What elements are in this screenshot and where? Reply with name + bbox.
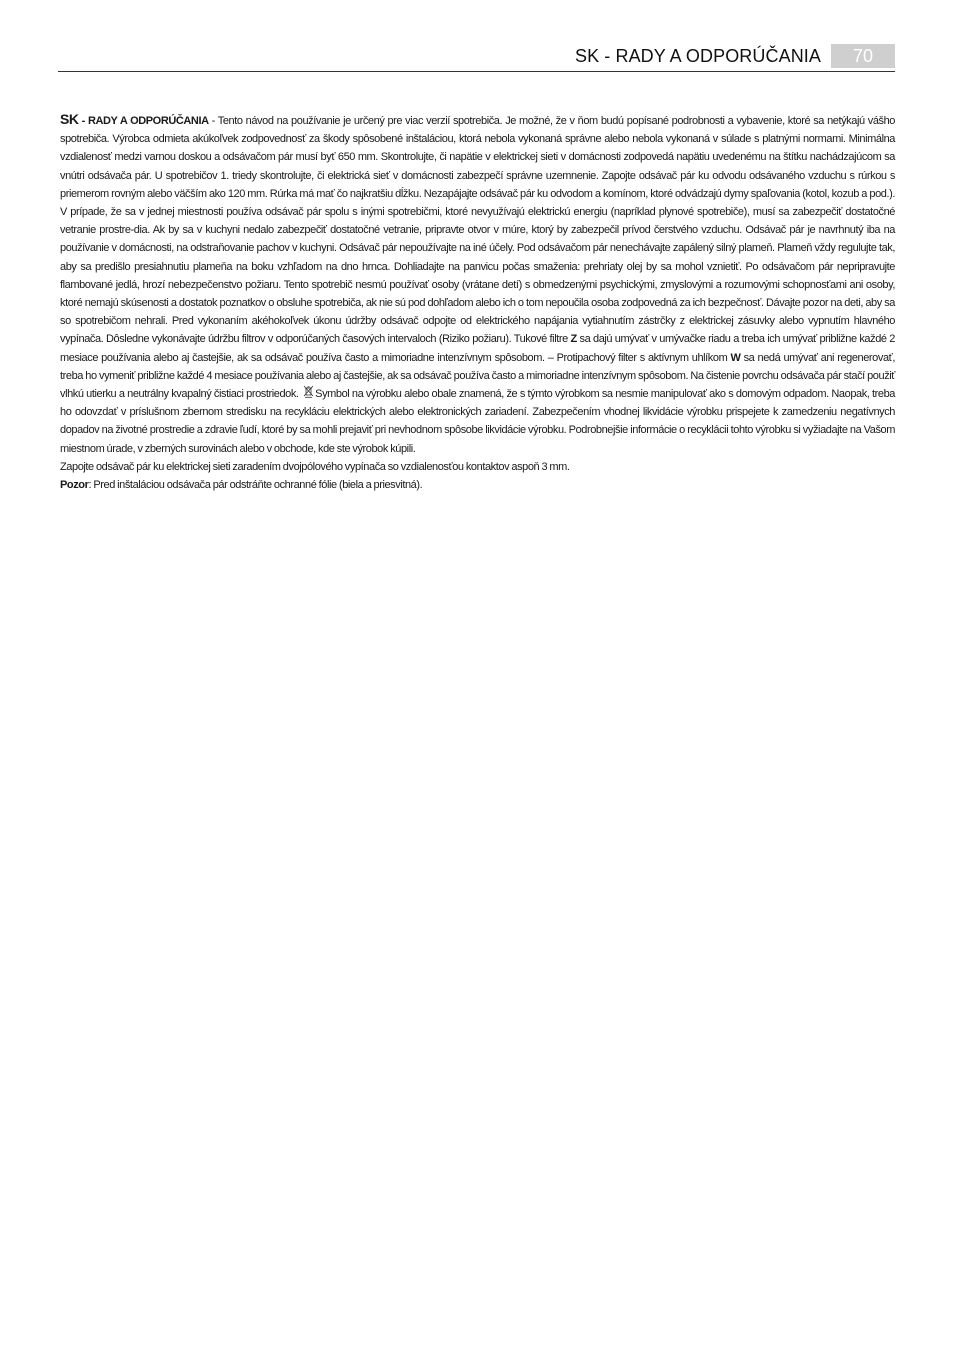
text-part-c: sa nedá umývať ani regenerovať, treba ho vymeniť približne každé 4 mesiace používania alebo aj častejšie, ak sa odsávač používa často a mimoriadne intenzívnym spôsobom. Na čistenie povrchu odsávača pár stačí použiť vlhkú utierku a neutrálny kvapalný čistiaci prostriedok. — [60, 351, 895, 401]
text-part-a: - Tento návod na používanie je určený pre viac verzií spotrebiča. Je možné, že v ňom budú popísané podrobnosti a vybavenie, ktoré sa netýkajú vášho spotrebiča. Výrobca odmieta akúkoľvek zodpovednosť za škody spôsobené inštaláciou, ktorá nebola vykonaná správne alebo nebola vykonaná v súlade s platnými normami. Minimálna vzdialenosť medzi varnou doskou a odsávačom pár musí byť 650 mm. Skontrolujte, či napätie v elektrickej sieti v domácnosti zodpovedá napätiu uvedenému na štítku nachádzajúcom sa vnútri odsávača pár. U spotrebičov 1. triedy skontrolujte, či elektrická sieť v domácnosti zabezpečí správne uzemnenie. Zapojte odsávač pár ku odvodu odsávaného vzduchu s rúrkou s priemerom rovným alebo väčším ako 120 mm. Rúrka má mať čo najkratšiu dĺžku. Nezapájajte odsávač pár ku odvodom a komínom, ktoré odvádzajú dymy spaľovania (kotol, kozub a pod.). V prípade, že sa v jednej miestnosti používa odsávač pár spolu s inými spotrebičmi, ktoré nevyužívajú elektrickú energiu (napríklad plynové spotrebiče), musí sa zabezpečiť dostatočné vetranie prostre-dia. Ak by sa v kuchyni nedalo zabezpečiť dostatočné vetranie, pripravte otvor v múre, ktorý by zabezpečil prívod čerstvého vzduchu. Odsávač pár je navrhnutý iba na používanie v domácnosti, na odstraňovanie pachov v kuchyni. Odsávač pár nepoužívajte na iné účely. Pod odsávačom pár nenechávajte zapálený silný plameň. Plameň vždy regulujte tak, aby sa predišlo presiahnutiu plameňa na boku vzhľadom na dno hrnca. Dohliadajte na panvicu počas smaženia: prehriaty olej by sa mohol vznietiť. Po odsávačom pár nepripravujte flambované jedlá, hrozí nebezpečenstvo požiaru. Tento spotrebič nesmú používať osoby (vrátane detí) s obmedzenými psychickými, zmyslovými a rozumovými schopnosťami ani osoby, ktoré nemajú skúsenosti a dostatok poznatkov o obsluhe spotrebiča, ak nie sú pod dohľadom alebo ich o tom nepoučila osoba zodpovedná za ich bezpečnosť. Dávajte pozor na deti, aby sa so spotrebičom nehrali. Pred vykonaním akéhokoľvek úkonu údržby odsávač odpojte od elektrického napájania vytiahnutím zástrčky z elektrickej zásuvky alebo vypnutím hlavného vypínača. Dôsledne vykonávajte údržbu filtrov v odporúčaných časových intervaloch (Riziko požiaru). Tukové filtre — [60, 115, 895, 346]
warning-label: Pozor — [60, 479, 89, 492]
crossed-bin-icon — [303, 385, 314, 398]
warning-text: : Pred inštaláciou odsávača pár odstráňte ochranné fólie (biela a priesvitná). — [88, 479, 423, 492]
text-part-b: sa dajú umývať v umývačke riadu a treba ich umývať približne každé 2 mesiace používania alebo aj častejšie, ak sa odsávač používa často a mimoriadne intenzívnym spôsobom. – Protipachový filter s aktívnym uhlíkom — [60, 333, 895, 364]
page-number: 70 — [831, 44, 895, 68]
heading-rest: - RADY A ODPORÚČANIA — [78, 115, 209, 127]
heading-sk: SK — [60, 111, 79, 127]
page-header — [58, 44, 895, 72]
paragraph-switch: Zapojte odsávač pár ku elektrickej sieti zaradením dvojpólového vypínača so vzdialenosťou kontaktov aspoň 3 mm. — [60, 460, 570, 473]
document-body — [60, 110, 895, 494]
filter-w-label: W — [730, 351, 741, 364]
filter-z-label: Z — [570, 333, 577, 346]
paragraph-warning — [60, 476, 895, 494]
header-title: SK - RADY A ODPORÚČANIA — [574, 46, 821, 66]
paragraph-main — [60, 110, 895, 458]
text-part-d: Symbol na výrobku alebo obale znamená, že s týmto výrobkom sa nesmie manipulovať ako s domovým odpadom. Naopak, treba ho odovzdať v príslušnom zbernom stredisku na recykláciu elektrických alebo elektronických zariadení. Zabezpečením vhodnej likvidácie výrobku prispejete k zamedzeniu negatívnych dopadov na životné prostredie a zdravie ľudí, ktoré by sa mohli prejaviť pri nevhodnom spôsobe likvidácie výrobku. Podrobnejšie informácie o recyklácii tohto výrobku si vyžiadajte na Vašom miestnom úrade, v zberných surovinách alebo v obchode, kde ste výrobok kúpili. — [60, 388, 896, 455]
section-heading — [60, 111, 209, 127]
